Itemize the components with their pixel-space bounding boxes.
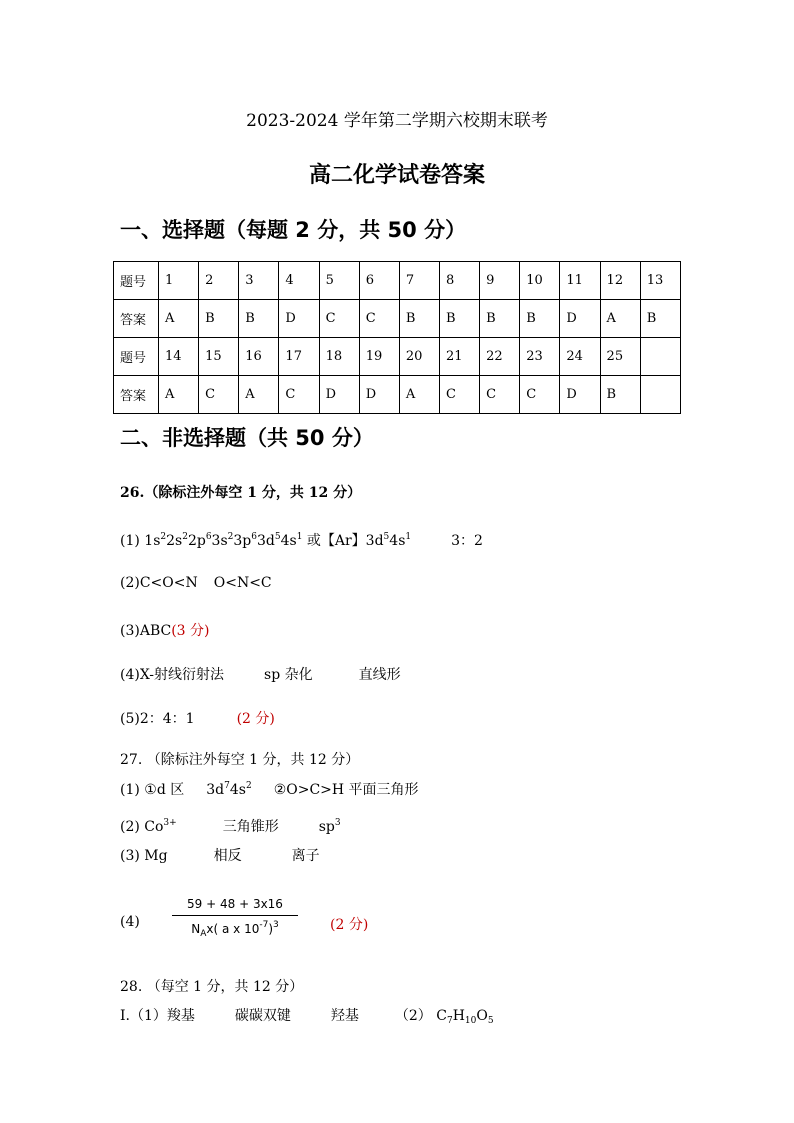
- question-number-cell: 15: [199, 338, 239, 376]
- formula-numerator: 59 + 48 + 3x16: [187, 897, 283, 911]
- answer-cell: B: [520, 300, 560, 338]
- answer-cell: C: [319, 300, 359, 338]
- answer-label: 答案: [114, 300, 159, 338]
- table-row: [114, 338, 681, 376]
- formula-denominator: $N_Ax$( a x $10^{-7})^3$: [191, 920, 279, 939]
- question-number-cell: 7: [399, 262, 439, 300]
- q27-heading: 27. （除标注外每空 1 分，共 12 分）: [120, 752, 360, 768]
- answer-label: 答案: [114, 376, 159, 414]
- question-number-label: 题号: [114, 262, 159, 300]
- table-row: [114, 376, 681, 414]
- answer-cell: B: [399, 300, 439, 338]
- q28-part1: I.（1）羧基 碳碳双键 羟基 （2） $C_7H_{10}O_5$: [120, 1008, 494, 1026]
- answer-cell: B: [640, 300, 680, 338]
- answer-table: [113, 261, 681, 414]
- exam-title: 2023-2024 学年第二学期六校期末联考: [246, 111, 548, 131]
- question-number-cell: 24: [560, 338, 600, 376]
- answer-cell: B: [480, 300, 520, 338]
- question-number-cell: 12: [600, 262, 640, 300]
- score-note: (2 分): [330, 917, 369, 933]
- answer-cell: D: [279, 300, 319, 338]
- answer-cell: D: [359, 376, 399, 414]
- answer-cell: C: [439, 376, 479, 414]
- question-number-label: 题号: [114, 338, 159, 376]
- answer-cell: B: [600, 376, 640, 414]
- q27-part1: (1) ①d 区 $3d^74s^2$ ②O>C>H 平面三角形: [120, 781, 419, 798]
- answer-cell: C: [520, 376, 560, 414]
- question-number-cell: 5: [319, 262, 359, 300]
- question-number-cell: 22: [480, 338, 520, 376]
- question-number-cell: 20: [399, 338, 439, 376]
- question-number-cell: 17: [279, 338, 319, 376]
- subject-title: 高二化学试卷答案: [308, 163, 485, 188]
- answer-cell: A: [159, 376, 199, 414]
- electron-configuration: $^22s^22p^63s^23p^63d^54s^1$: [160, 532, 303, 549]
- q28-heading: 28. （每空 1 分，共 12 分）: [120, 979, 304, 995]
- answer-cell: B: [239, 300, 279, 338]
- question-number-cell: 10: [520, 262, 560, 300]
- question-number-cell: 9: [480, 262, 520, 300]
- q26-part5: (5)2：4：1 (2 分): [120, 711, 275, 727]
- answer-cell: A: [600, 300, 640, 338]
- question-number-cell: 4: [279, 262, 319, 300]
- question-number-cell: 23: [520, 338, 560, 376]
- question-number-cell: 6: [359, 262, 399, 300]
- question-number-cell: 3: [239, 262, 279, 300]
- question-number-cell: 18: [319, 338, 359, 376]
- answer-cell: D: [560, 376, 600, 414]
- question-number-cell: 13: [640, 262, 680, 300]
- answer-cell: A: [239, 376, 279, 414]
- answer-cell: D: [319, 376, 359, 414]
- answer-cell: [640, 376, 680, 414]
- answer-cell: C: [199, 376, 239, 414]
- answer-cell: C: [480, 376, 520, 414]
- score-note: (2 分): [236, 711, 275, 727]
- q26-part3: (3)ABC(3 分): [120, 623, 210, 639]
- q26-part4: (4)X-射线衍射法 sp 杂化 直线形: [120, 667, 401, 683]
- question-number-cell: 14: [159, 338, 199, 376]
- question-number-cell: 2: [199, 262, 239, 300]
- q27-part4-label: (4): [120, 914, 140, 930]
- question-number-cell: 16: [239, 338, 279, 376]
- question-number-cell: 1: [159, 262, 199, 300]
- score-note: (3 分): [171, 623, 210, 639]
- question-number-cell: [640, 338, 680, 376]
- q26-part1: (1) $1s^22s^22p^63s^23p^63d^54s^1$ 或【Ar】$3d^54s^1$ 3：2: [120, 532, 483, 549]
- answer-cell: A: [399, 376, 439, 414]
- question-number-cell: 21: [439, 338, 479, 376]
- question-number-cell: 8: [439, 262, 479, 300]
- question-number-cell: 11: [560, 262, 600, 300]
- question-number-cell: 19: [359, 338, 399, 376]
- table-row: [114, 300, 681, 338]
- answer-cell: B: [439, 300, 479, 338]
- answer-cell: C: [279, 376, 319, 414]
- q27-part3: (3) Mg 相反 离子: [120, 848, 320, 864]
- q27-part2: (2) $Co^{3+}$ 三角锥形 $sp^3$: [120, 818, 341, 835]
- section2-title: 二、非选择题（共 50 分）: [120, 426, 374, 450]
- question-number-cell: 25: [600, 338, 640, 376]
- density-formula: [170, 897, 300, 939]
- answer-cell: D: [560, 300, 600, 338]
- answer-cell: B: [199, 300, 239, 338]
- table-row: [114, 262, 681, 300]
- section1-title: 一、选择题（每题 2 分，共 50 分）: [120, 218, 467, 242]
- answer-cell: A: [159, 300, 199, 338]
- q26-heading: 26.（除标注外每空 1 分，共 12 分）: [120, 485, 362, 501]
- answer-cell: C: [359, 300, 399, 338]
- q26-part2: (2)C<O<N O<N<C: [120, 575, 272, 591]
